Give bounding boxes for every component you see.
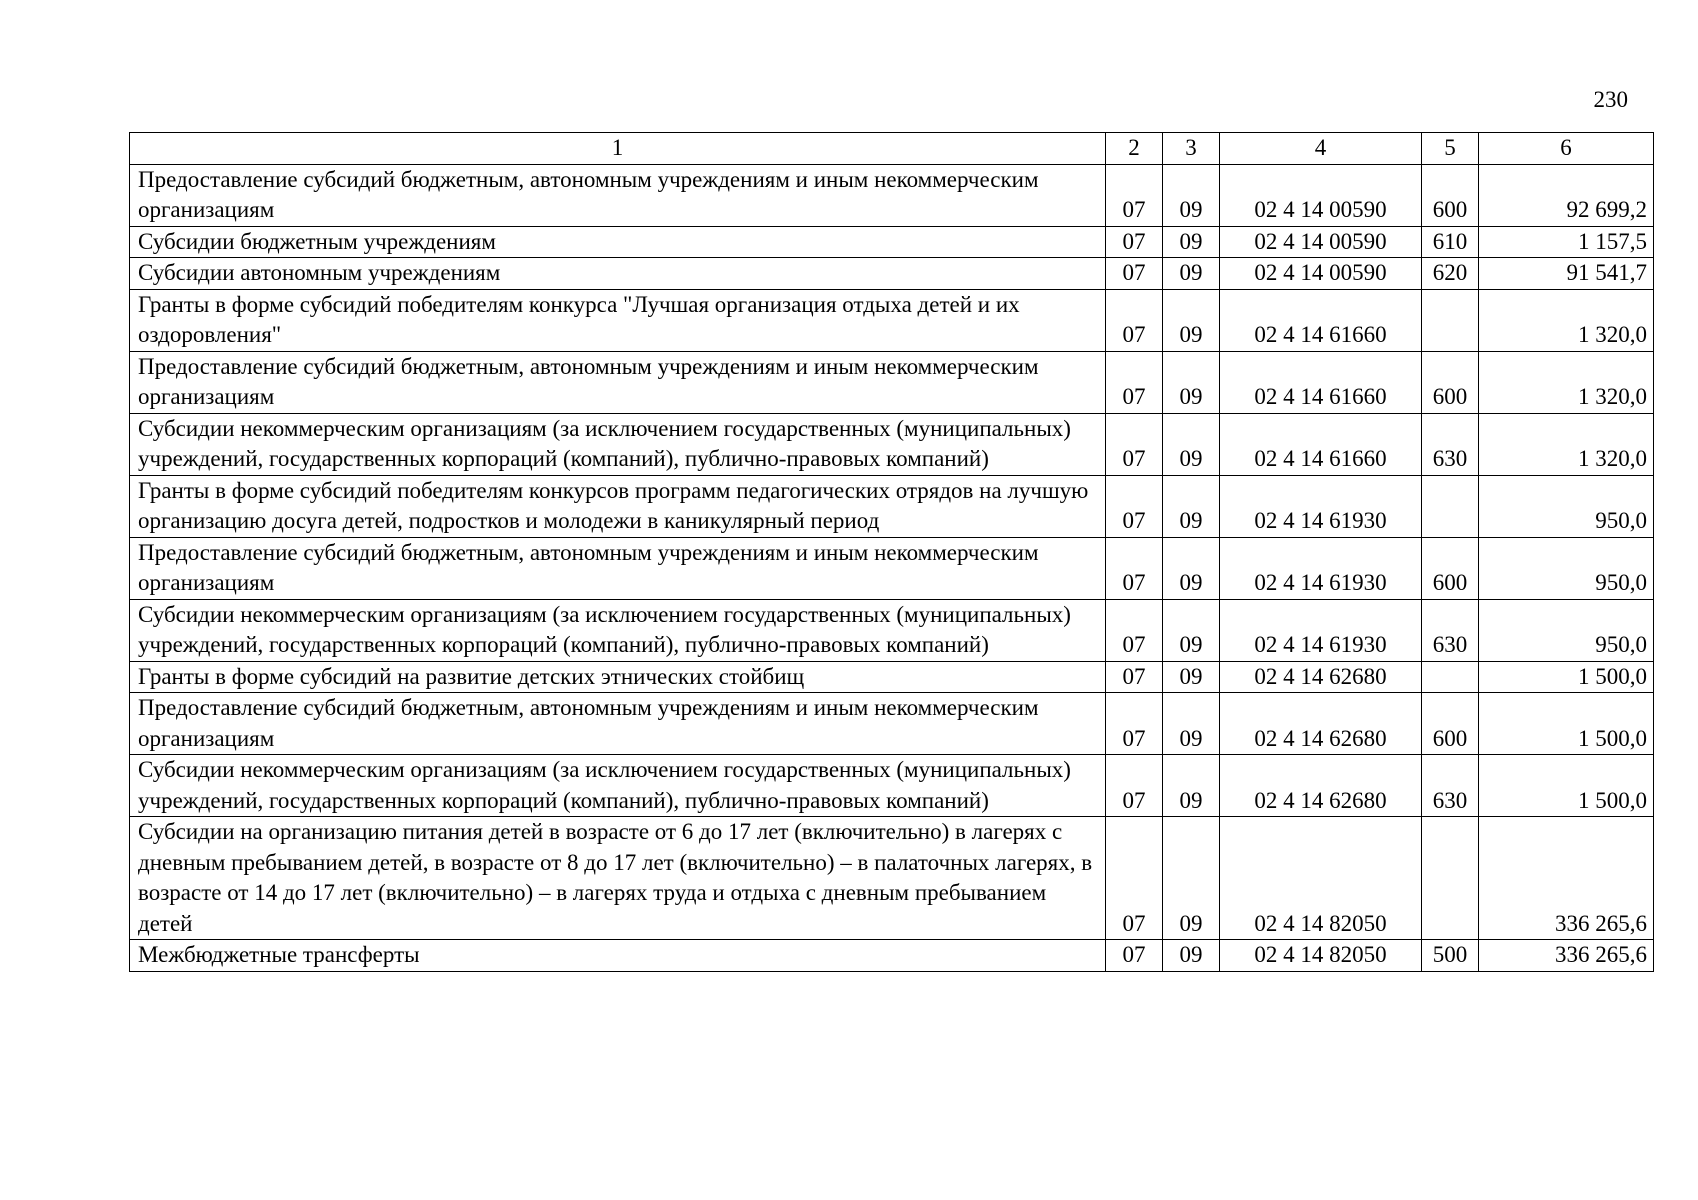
row-section: 07 <box>1106 289 1163 351</box>
row-name: Субсидии некоммерческим организациям (за исключением государственных (муниципальных) учреждений, государственных корпораций (компаний), публично-правовых компаний) <box>130 755 1106 817</box>
table-row <box>130 289 1654 351</box>
table-row <box>130 537 1654 599</box>
table-row <box>130 226 1654 258</box>
row-amount: 336 265,6 <box>1479 817 1654 940</box>
row-target-article: 02 4 14 61660 <box>1220 351 1422 413</box>
row-subsection: 09 <box>1163 940 1220 972</box>
header-col-2: 2 <box>1106 133 1163 165</box>
row-subsection: 09 <box>1163 351 1220 413</box>
row-section: 07 <box>1106 661 1163 693</box>
table-row <box>130 817 1654 940</box>
row-name: Предоставление субсидий бюджетным, автономным учреждениям и иным некоммерческим организациям <box>130 164 1106 226</box>
row-target-article: 02 4 14 61930 <box>1220 537 1422 599</box>
row-target-article: 02 4 14 62680 <box>1220 661 1422 693</box>
row-target-article: 02 4 14 82050 <box>1220 940 1422 972</box>
row-amount: 1 500,0 <box>1479 693 1654 755</box>
row-name: Гранты в форме субсидий победителям конкурса "Лучшая организация отдыха детей и их оздоровления" <box>130 289 1106 351</box>
row-amount: 91 541,7 <box>1479 258 1654 290</box>
row-expense-type: 630 <box>1422 413 1479 475</box>
row-name: Субсидии автономным учреждениям <box>130 258 1106 290</box>
row-section: 07 <box>1106 226 1163 258</box>
row-section: 07 <box>1106 817 1163 940</box>
budget-table <box>129 132 1654 972</box>
row-target-article: 02 4 14 00590 <box>1220 226 1422 258</box>
row-amount: 1 157,5 <box>1479 226 1654 258</box>
row-expense-type: 600 <box>1422 351 1479 413</box>
row-name: Субсидии на организацию питания детей в возрасте от 6 до 17 лет (включительно) в лагерях с дневным пребыванием детей, в возрасте от 8 до 17 лет (включительно) – в палаточных лагерях, в возрасте от 14 до 17 лет (включительно) – в лагерях труда и отдыха с дневным пребыванием детей <box>130 817 1106 940</box>
row-amount: 950,0 <box>1479 599 1654 661</box>
row-target-article: 02 4 14 62680 <box>1220 755 1422 817</box>
table-row <box>130 351 1654 413</box>
row-target-article: 02 4 14 61660 <box>1220 413 1422 475</box>
row-subsection: 09 <box>1163 661 1220 693</box>
table-body <box>130 164 1654 971</box>
row-target-article: 02 4 14 00590 <box>1220 258 1422 290</box>
row-expense-type: 630 <box>1422 755 1479 817</box>
row-target-article: 02 4 14 61660 <box>1220 289 1422 351</box>
row-name: Предоставление субсидий бюджетным, автономным учреждениям и иным некоммерческим организациям <box>130 693 1106 755</box>
header-col-6: 6 <box>1479 133 1654 165</box>
table-row <box>130 599 1654 661</box>
row-section: 07 <box>1106 537 1163 599</box>
row-section: 07 <box>1106 258 1163 290</box>
table-row <box>130 693 1654 755</box>
row-expense-type <box>1422 289 1479 351</box>
row-subsection: 09 <box>1163 258 1220 290</box>
table-row <box>130 164 1654 226</box>
row-amount: 950,0 <box>1479 475 1654 537</box>
row-expense-type: 610 <box>1422 226 1479 258</box>
table-row <box>130 940 1654 972</box>
row-amount: 92 699,2 <box>1479 164 1654 226</box>
header-col-5: 5 <box>1422 133 1479 165</box>
row-name: Субсидии бюджетным учреждениям <box>130 226 1106 258</box>
row-subsection: 09 <box>1163 413 1220 475</box>
row-target-article: 02 4 14 61930 <box>1220 599 1422 661</box>
row-subsection: 09 <box>1163 755 1220 817</box>
table-row <box>130 475 1654 537</box>
row-section: 07 <box>1106 413 1163 475</box>
row-expense-type: 500 <box>1422 940 1479 972</box>
row-amount: 1 320,0 <box>1479 289 1654 351</box>
row-name: Гранты в форме субсидий на развитие детских этнических стойбищ <box>130 661 1106 693</box>
row-name: Субсидии некоммерческим организациям (за исключением государственных (муниципальных) учреждений, государственных корпораций (компаний), публично-правовых компаний) <box>130 599 1106 661</box>
row-target-article: 02 4 14 61930 <box>1220 475 1422 537</box>
row-subsection: 09 <box>1163 693 1220 755</box>
row-name: Гранты в форме субсидий победителям конкурсов программ педагогических отрядов на лучшую организацию досуга детей, подростков и молодежи в каникулярный период <box>130 475 1106 537</box>
row-target-article: 02 4 14 00590 <box>1220 164 1422 226</box>
row-section: 07 <box>1106 693 1163 755</box>
row-section: 07 <box>1106 940 1163 972</box>
table-row <box>130 413 1654 475</box>
table-row <box>130 258 1654 290</box>
header-col-3: 3 <box>1163 133 1220 165</box>
table-row <box>130 661 1654 693</box>
row-expense-type: 620 <box>1422 258 1479 290</box>
row-expense-type: 600 <box>1422 164 1479 226</box>
row-subsection: 09 <box>1163 537 1220 599</box>
row-subsection: 09 <box>1163 475 1220 537</box>
row-name: Предоставление субсидий бюджетным, автономным учреждениям и иным некоммерческим организациям <box>130 351 1106 413</box>
page-number: 230 <box>1593 87 1628 112</box>
row-expense-type: 600 <box>1422 537 1479 599</box>
row-target-article: 02 4 14 62680 <box>1220 693 1422 755</box>
row-name: Субсидии некоммерческим организациям (за исключением государственных (муниципальных) учреждений, государственных корпораций (компаний), публично-правовых компаний) <box>130 413 1106 475</box>
row-amount: 1 320,0 <box>1479 351 1654 413</box>
row-section: 07 <box>1106 755 1163 817</box>
row-subsection: 09 <box>1163 164 1220 226</box>
row-expense-type: 600 <box>1422 693 1479 755</box>
row-name: Межбюджетные трансферты <box>130 940 1106 972</box>
row-section: 07 <box>1106 351 1163 413</box>
row-expense-type <box>1422 475 1479 537</box>
row-section: 07 <box>1106 475 1163 537</box>
row-name: Предоставление субсидий бюджетным, автономным учреждениям и иным некоммерческим организациям <box>130 537 1106 599</box>
row-expense-type <box>1422 661 1479 693</box>
row-amount: 950,0 <box>1479 537 1654 599</box>
row-amount: 1 500,0 <box>1479 661 1654 693</box>
row-subsection: 09 <box>1163 289 1220 351</box>
row-section: 07 <box>1106 164 1163 226</box>
row-amount: 336 265,6 <box>1479 940 1654 972</box>
header-row <box>130 133 1654 165</box>
header-col-1: 1 <box>130 133 1106 165</box>
row-subsection: 09 <box>1163 599 1220 661</box>
row-amount: 1 320,0 <box>1479 413 1654 475</box>
table-row <box>130 755 1654 817</box>
row-amount: 1 500,0 <box>1479 755 1654 817</box>
row-subsection: 09 <box>1163 817 1220 940</box>
row-expense-type: 630 <box>1422 599 1479 661</box>
row-expense-type <box>1422 817 1479 940</box>
row-subsection: 09 <box>1163 226 1220 258</box>
table-header <box>130 133 1654 165</box>
row-section: 07 <box>1106 599 1163 661</box>
row-target-article: 02 4 14 82050 <box>1220 817 1422 940</box>
header-col-4: 4 <box>1220 133 1422 165</box>
